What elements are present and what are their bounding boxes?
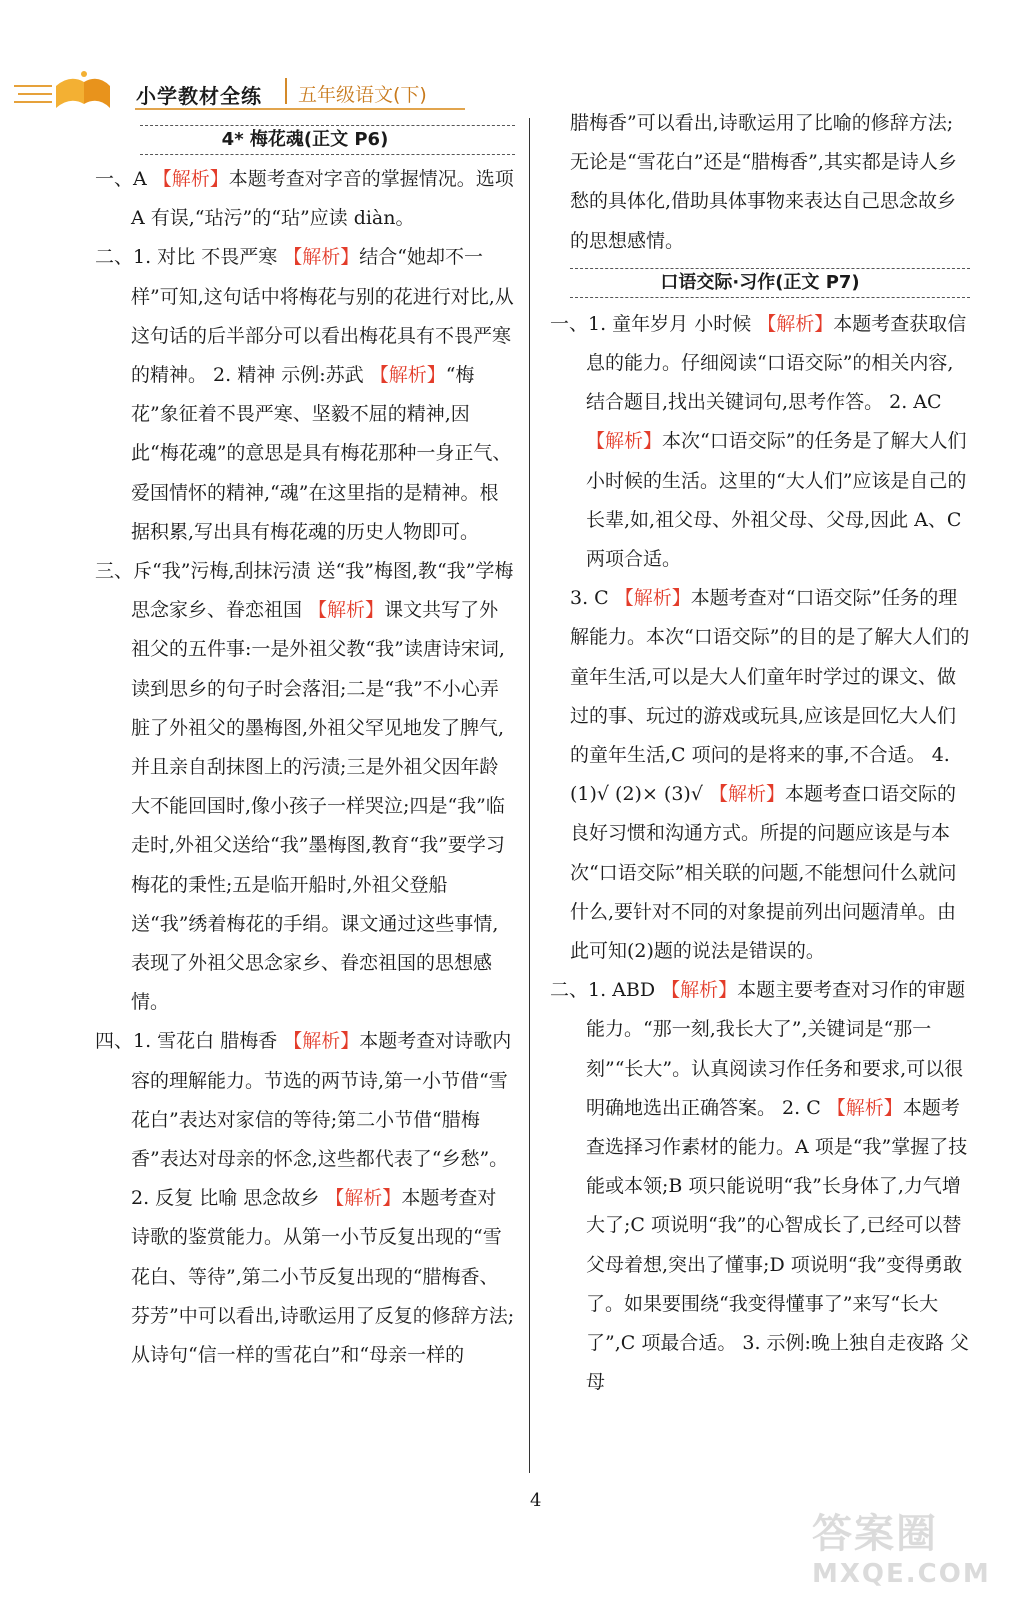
answer-paragraph: 一、A 【解析】本题考查对字音的掌握情况。选项 A 有误,“玷污”的“玷”应读 diàn。	[95, 168, 514, 230]
analysis-tag: 【解析】	[614, 587, 691, 610]
watermark-logo: 答案圈 MXQE.COM	[812, 1511, 991, 1589]
analysis-tag: 【解析】	[826, 1096, 903, 1119]
analysis-tag: 【解析】	[757, 312, 834, 335]
analysis-tag: 【解析】	[283, 246, 360, 269]
analysis-tag: 【解析】	[152, 168, 229, 190]
answer-paragraph: 二、1. ABD 【解析】本题主要考查对习作的审题能力。“那一刻,我长大了”,关键词是“那一刻”“长大”。认真阅读习作任务和要求,可以很明确地选出正确答案。 2. C 【解析】本题考查选择习作素材的能力。A 项是“我”掌握了技能或本领;B 项只能说明“我”长身体了,力气增大了;C 项说明“我”的心智成长了,已经可以替父母着想,突出了懂事;D 项说明“我”变得勇敢了。如果要围绕“我变得懂事了”来写“长大了”,C 项最合适。 3. 示例:晚上独自走夜路 父母	[550, 979, 969, 1394]
open-book-icon	[12, 68, 112, 116]
analysis-tag: 【解析】	[283, 1030, 360, 1053]
column-divider	[529, 118, 530, 1473]
analysis-tag: 【解析】	[661, 979, 738, 1002]
right-column	[550, 104, 970, 1403]
analysis-tag: 【解析】	[325, 1187, 402, 1210]
header-separator	[285, 78, 287, 104]
answer-paragraph: 3. C 【解析】本题考查对“口语交际”任务的理解能力。本次“口语交际”的目的是了解大人们的童年生活,可以是大人们童年时学过的课文、做过的事、玩过的游戏或玩具,应该是回忆大人们的童年生活,C 项问的是将来的事,不合适。 4. (1)√ (2)× (3)√ 【解析】本题考查口语交际的良好习惯和沟通方式。所提的问题应该是与本次“口语交际”相关联的问题,不能想问什么就问什么,要针对不同的对象提前列出问题清单。由此可知(2)题的说法是错误的。	[570, 587, 970, 963]
series-title: 小学教材全练	[136, 84, 262, 108]
subject-label: 五年级语文(下)	[298, 84, 427, 106]
analysis-tag: 【解析】	[369, 364, 446, 387]
page-header	[0, 60, 520, 120]
answer-paragraph: 四、1. 雪花白 腊梅香 【解析】本题考查对诗歌内容的理解能力。节选的两节诗,第一小节借“雪花白”表达对家信的等待;第二小节借“腊梅香”表达对母亲的怀念,这些都代表了“乡愁”。 2. 反复 比喻 思念故乡 【解析】本题考查对诗歌的鉴赏能力。从第一小节反复出现的“雪花白、等待”,第二小节反复出现的“腊梅香、芬芳”中可以看出,诗歌运用了反复的修辞方法;从诗句“信一样的雪花白”和“母亲一样的	[95, 1030, 515, 1367]
section-title: 口语交际·习作(正文 P7)	[550, 265, 970, 301]
analysis-tag: 【解析】	[709, 783, 786, 806]
answer-paragraph: 腊梅香”可以看出,诗歌运用了比喻的修辞方法;无论是“雪花白”还是“腊梅香”,其实都是诗人乡愁的具体化,借助具体事物来表达自己思念故乡的思想感情。	[570, 112, 957, 252]
left-column	[95, 129, 515, 1375]
answer-paragraph: 一、1. 童年岁月 小时候 【解析】本题考查获取信息的能力。仔细阅读“口语交际”的相关内容,结合题目,找出关键词句,思考作答。 2. AC 【解析】本次“口语交际”的任务是了解大人们小时候的生活。这里的“大人们”应该是自己的长辈,如,祖父母、外祖父母、父母,因此 A、C 两项合适。	[550, 312, 967, 571]
answer-paragraph: 三、斥“我”污梅,刮抹污渍 送“我”梅图,教“我”学梅 思念家乡、眷恋祖国 【解析】课文共写了外祖父的五件事:一是外祖父教“我”读唐诗宋词,读到思乡的句子时会落泪;二是“我”不小心弄脏了外祖父的墨梅图,外祖父罕见地发了脾气,并且亲自刮抹图上的污渍;三是外祖父因年龄大不能回国时,像小孩子一样哭泣;四是“我”临走时,外祖父送给“我”墨梅图,教育“我”要学习梅花的秉性;五是临开船时,外祖父登船送“我”绣着梅花的手绢。课文通过这些事情,表现了外祖父思念家乡、眷恋祖国的思想感情。	[95, 560, 514, 1014]
page-number: 4	[530, 1490, 542, 1511]
answer-paragraph: 二、1. 对比 不畏严寒 【解析】结合“她却不一样”可知,这句话中将梅花与别的花进行对比,从这句话的后半部分可以看出梅花具有不畏严寒的精神。 2. 精神 示例:苏武 【解析】“梅花”象征着不畏严寒、坚毅不屈的精神,因此“梅花魂”的意思是具有梅花那种一身正气、爱国情怀的精神,“魂”在这里指的是精神。根据积累,写出具有梅花魂的历史人物即可。	[95, 246, 514, 543]
section-title: 4* 梅花魂(正文 P6)	[95, 122, 515, 158]
header-underline	[135, 108, 465, 110]
analysis-tag: 【解析】	[586, 430, 663, 453]
analysis-tag: 【解析】	[308, 599, 385, 622]
